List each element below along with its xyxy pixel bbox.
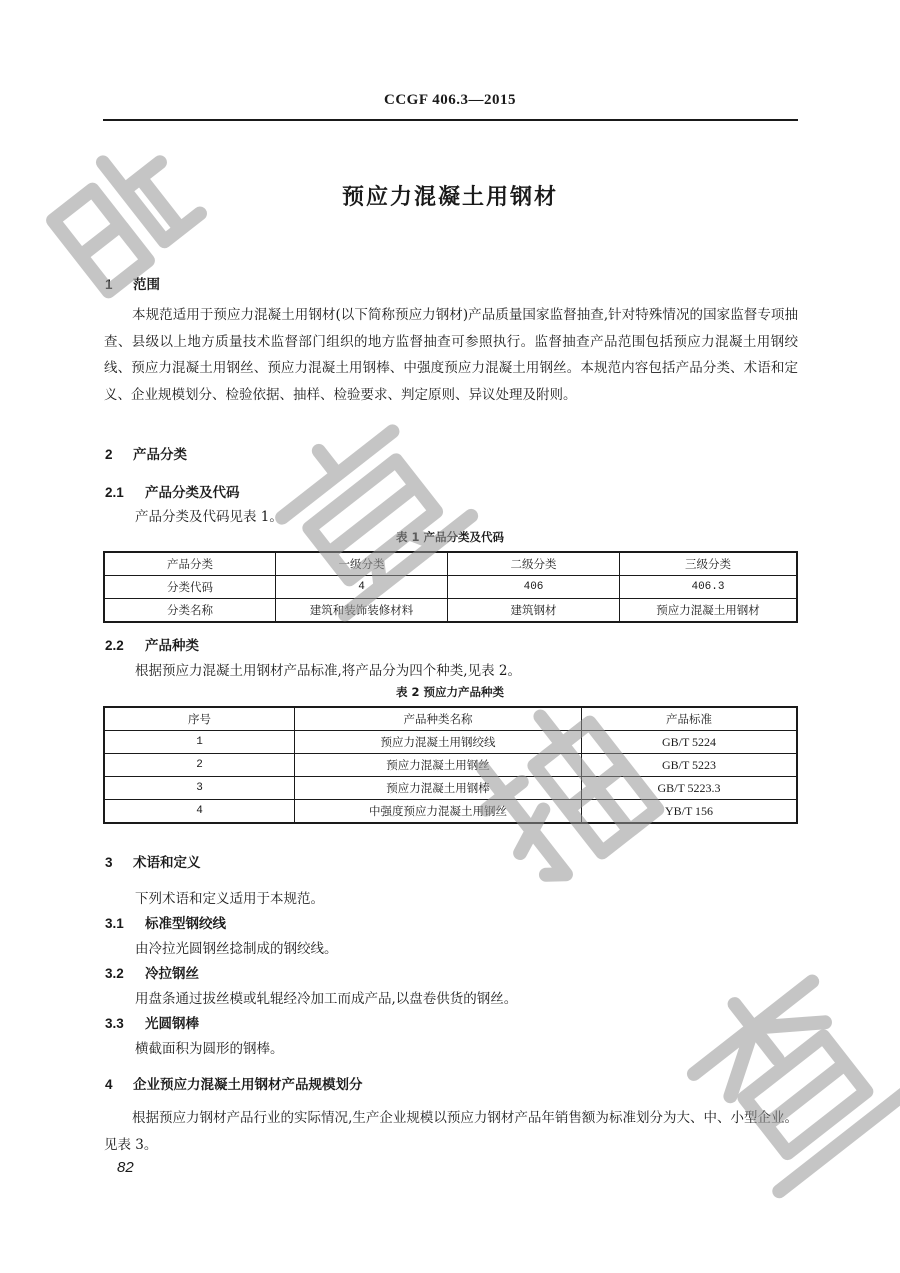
section-title: 光圆钢棒 [145,1016,199,1032]
section-2-1-heading [105,481,240,501]
section-3-3-heading [105,1012,199,1032]
table-1 [103,551,798,623]
section-number: 3.2 [105,966,124,981]
section-title: 冷拉钢丝 [145,966,199,982]
section-1-heading [105,273,160,293]
table-cell: GB/T 5224 [582,731,798,754]
section-title: 产品分类及代码 [145,485,240,501]
table-header-cell: 产品标准 [582,707,798,731]
table-2-caption: 表 2 预应力产品种类 [395,685,504,699]
section-3-2-heading [105,962,199,982]
table-cell: 406.3 [620,576,798,599]
section-number: 3.3 [105,1016,124,1031]
table-cell: 406 [448,576,620,599]
table-cell: 预应力混凝土用钢材 [620,599,798,623]
table-2 [103,706,798,824]
table-header-row [104,707,797,731]
table-row [104,552,797,576]
section-number: 1 [105,277,113,292]
section-2-heading [105,443,187,463]
table-cell: 建筑和装饰装修材料 [276,599,448,623]
page-number: 82 [117,1159,134,1176]
header-divider [103,119,798,121]
table-header-cell: 序号 [104,707,295,731]
table-cell: 建筑钢材 [448,599,620,623]
watermark-glyph [44,135,203,292]
section-3-1-heading [105,912,226,932]
table-header-cell: 产品种类名称 [295,707,582,731]
section-title: 产品种类 [145,638,199,654]
table-cell: 3 [104,777,295,800]
table-row [104,754,797,777]
section-number: 3 [105,855,113,870]
table-cell: 分类代码 [104,576,276,599]
table-cell: 三级分类 [620,552,798,576]
table-row [104,576,797,599]
section-number: 2.1 [105,485,124,500]
table-cell: 中强度预应力混凝土用钢丝 [295,800,582,824]
table-cell: 2 [104,754,295,777]
section-2-1-body: 产品分类及代码见表 1。 [135,509,283,525]
section-3-heading [105,851,201,871]
section-title: 范围 [133,277,160,293]
section-number: 4 [105,1077,113,1092]
page-title: 预应力混凝土用钢材 [341,185,558,210]
section-number: 3.1 [105,916,124,931]
section-3-1-body: 由冷拉光圆钢丝捻制成的钢绞线。 [135,941,338,957]
table-cell: 预应力混凝土用钢绞线 [295,731,582,754]
section-2-2-body: 根据预应力混凝土用钢材产品标准,将产品分为四个种类,见表 2。 [135,663,521,679]
table-cell: 产品分类 [104,552,276,576]
table-cell: GB/T 5223.3 [582,777,798,800]
table-cell: 预应力混凝土用钢棒 [295,777,582,800]
table-row [104,777,797,800]
table-cell: 4 [104,800,295,824]
table-row [104,731,797,754]
section-title: 企业预应力混凝土用钢材产品规模划分 [133,1077,363,1093]
section-number: 2 [105,447,113,462]
table-row [104,599,797,623]
table-row [104,800,797,824]
table-cell: GB/T 5223 [582,754,798,777]
section-3-body: 下列术语和定义适用于本规范。 [135,891,324,907]
section-4-body: 根据预应力钢材产品行业的实际情况,生产企业规模以预应力钢材产品年销售额为标准划分为大、中、小型企业。见表 3。 [104,1110,798,1153]
table-cell: 1 [104,731,295,754]
table-cell: 4 [276,576,448,599]
table-cell: 预应力混凝土用钢丝 [295,754,582,777]
section-title: 标准型钢绞线 [145,916,226,932]
table-cell: 分类名称 [104,599,276,623]
section-title: 术语和定义 [133,855,201,871]
section-3-3-body: 横截面积为圆形的钢棒。 [135,1041,284,1057]
table-cell: 二级分类 [448,552,620,576]
section-number: 2.2 [105,638,124,653]
table-cell: 一级分类 [276,552,448,576]
section-4-heading [105,1073,363,1093]
section-1-body: 本规范适用于预应力混凝土用钢材(以下简称预应力钢材)产品质量国家监督抽查,针对特殊情况的国家监督专项抽查、县级以上地方质量技术监督部门组织的地方监督抽查可参照执行。监督抽查产品范围包括预应力混凝土用钢绞线、预应力混凝土用钢丝、预应力混凝土用钢棒、中强度预应力混凝土用钢丝。本规范内容包括产品分类、术语和定义、企业规模划分、检验依据、抽样、检验要求、判定原则、异议处理及附则。 [104,307,798,403]
section-title: 产品分类 [133,447,187,463]
document-code: CCGF 406.3—2015 [384,92,516,108]
table-cell: YB/T 156 [582,800,798,824]
section-2-2-heading [105,634,199,654]
section-3-2-body: 用盘条通过拔丝模或轧辊经冷加工而成产品,以盘卷供货的钢丝。 [135,991,518,1007]
table-1-caption: 表 1 产品分类及代码 [395,530,504,544]
